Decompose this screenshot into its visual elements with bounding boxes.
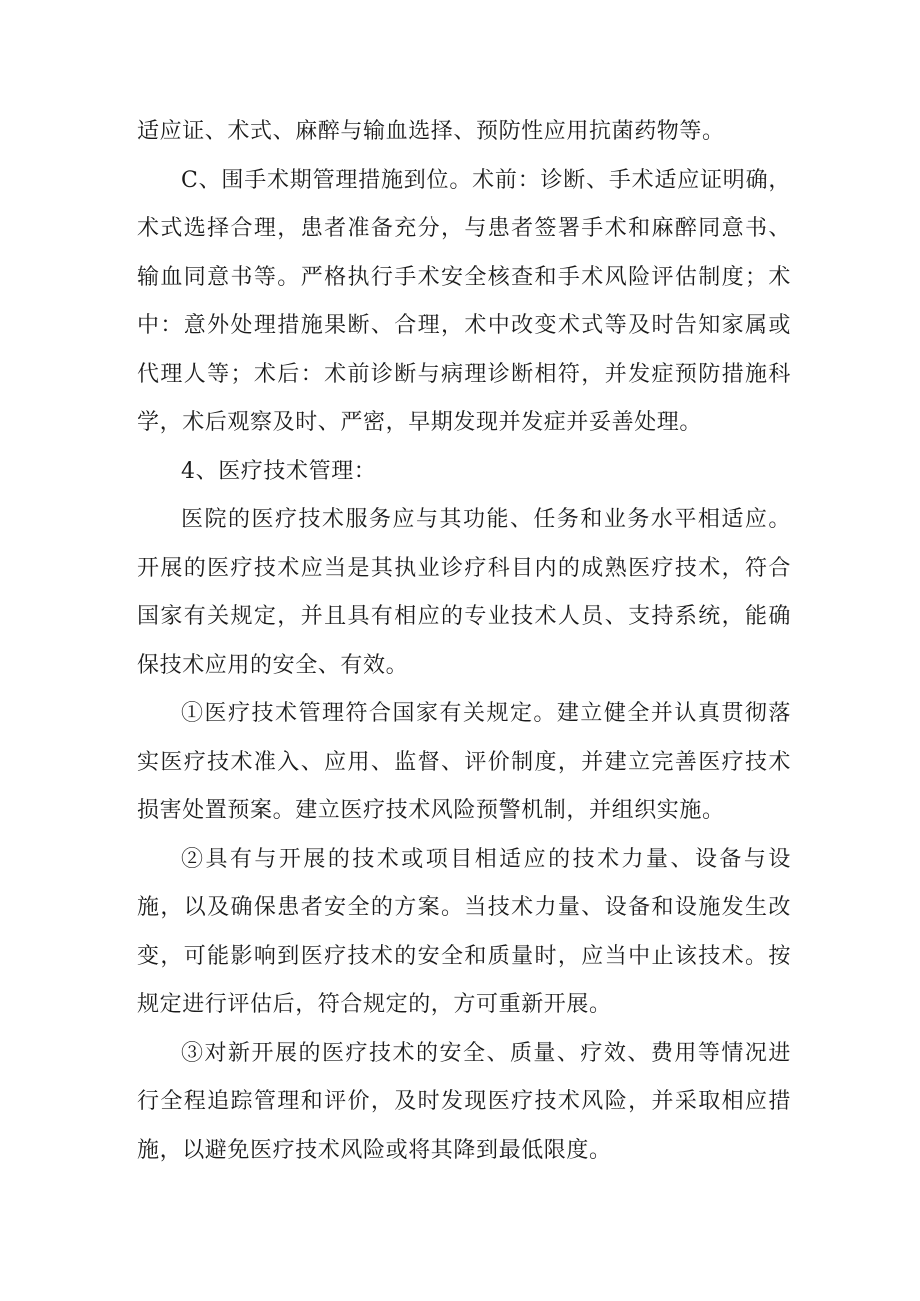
paragraph-item-2: ②具有与开展的技术或项目相适应的技术力量、设备与设施，以及确保患者安全的方案。当技术力量、设备和设施发生改变，可能影响到医疗技术的安全和质量时，应当中止该技术。按规定进行评估后，符合规定的，方可重新开展。 — [137, 846, 791, 1017]
paragraph-perioperative-management: C、围手术期管理措施到位。术前：诊断、手术适应证明确，术式选择合理，患者准备充分，与患者签署手术和麻醉同意书、输血同意书等。严格执行手术安全核查和手术风险评估制度；术中：意外处理措施果断、合理，术中改变术式等及时告知家属或代理人等；术后：术前诊断与病理诊断相符，并发症预防措施科学，术后观察及时、严密，早期发现并发症并妥善处理。 — [137, 167, 791, 435]
paragraph-item-3: ③对新开展的医疗技术的安全、质量、疗效、费用等情况进行全程追踪管理和评价，及时发现医疗技术风险，并采取相应措施，以避免医疗技术风险或将其降到最低限度。 — [137, 1040, 791, 1163]
document-body — [137, 108, 791, 1175]
section-heading-medical-technology: 4、医疗技术管理： — [181, 458, 377, 484]
paragraph-continuation: 适应证、术式、麻醉与输血选择、预防性应用抗菌药物等。 — [137, 119, 725, 144]
paragraph-technology-services: 医院的医疗技术服务应与其功能、任务和业务水平相适应。开展的医疗技术应当是其执业诊疗科目内的成熟医疗技术，符合国家有关规定，并且具有相应的专业技术人员、支持系统，能确保技术应用的安全、有效。 — [137, 507, 791, 678]
paragraph-item-1: ①医疗技术管理符合国家有关规定。建立健全并认真贯彻落实医疗技术准入、应用、监督、评价制度，并建立完善医疗技术损害处置预案。建立医疗技术风险预警机制，并组织实施。 — [137, 701, 791, 823]
